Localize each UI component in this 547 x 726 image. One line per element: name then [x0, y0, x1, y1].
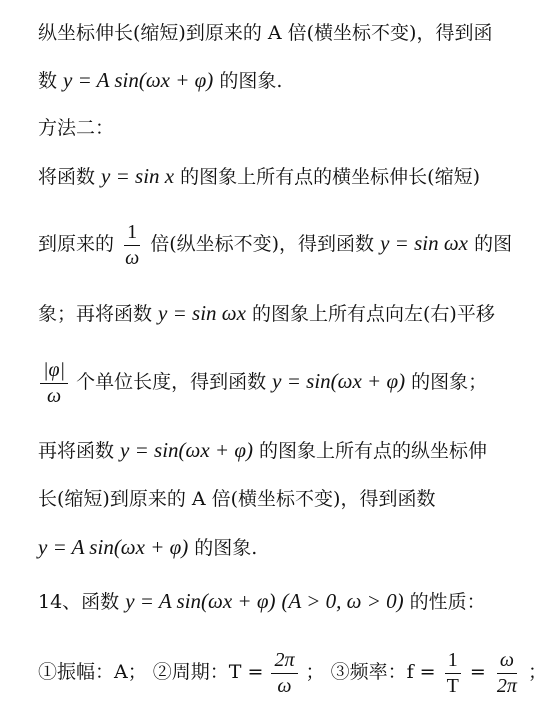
- line-4-text-after: 的图象上所有点的横坐标伸长(缩短): [180, 166, 480, 188]
- line-11-text-before: 14、函数: [38, 591, 126, 613]
- line-2-text-after: 的图象.: [219, 70, 283, 92]
- line-5-formula: y = sin ωx: [380, 231, 469, 255]
- text-line-6: [38, 297, 497, 329]
- text-line-5: [38, 214, 513, 272]
- line-7-text-before: 个单位长度，得到函数: [76, 371, 273, 393]
- line-11-text-after: 的性质：: [409, 591, 486, 613]
- method-heading: [38, 112, 497, 144]
- text-line-2: [38, 64, 497, 96]
- period-separator: ；: [305, 661, 325, 683]
- line-end-semicolon: ；: [527, 661, 547, 683]
- text-line-9: [38, 483, 497, 515]
- frequency-equals: =: [469, 661, 486, 683]
- line-5-text-before: 到原来的: [38, 233, 115, 255]
- line-6-text-before: 象；再将函数: [38, 303, 159, 325]
- text-line-11: [38, 585, 497, 617]
- frequency-denominator-1: T: [446, 674, 459, 697]
- frequency-numerator-1: 1: [445, 650, 461, 674]
- period-item-label: ②周期：T =: [152, 661, 264, 683]
- line-2-formula: y = A sin(ωx + φ): [63, 68, 214, 92]
- line-6-text-after: 的图象上所有点向左(右)平移: [252, 303, 495, 325]
- fraction-numerator: 1: [124, 222, 140, 246]
- fraction-abs-phi-over-omega: [40, 360, 68, 407]
- frequency-numerator-2: ω: [497, 650, 517, 674]
- line-4-text-before: 将函数: [38, 166, 102, 188]
- frequency-item-label: ③频率：f =: [330, 661, 436, 683]
- frequency-fraction-1: [444, 650, 462, 697]
- period-numerator: 2π: [271, 650, 297, 674]
- line-8-formula: y = sin(ωx + φ): [120, 438, 253, 462]
- text-line-4: [38, 160, 497, 192]
- line-4-formula: y = sin x: [101, 164, 175, 188]
- fraction-denominator: ω: [46, 384, 62, 407]
- period-fraction: [271, 650, 297, 697]
- line-1-text: 纵坐标伸长(缩短)到原来的 A 倍(横坐标不变)，得到函: [38, 22, 493, 44]
- text-line-7: [38, 352, 497, 410]
- line-7-text-after: 的图象；: [411, 371, 488, 393]
- text-line-8: [38, 434, 497, 466]
- line-5-text-mid: 倍(纵坐标不变)，得到函数: [150, 233, 381, 255]
- line-6-formula: y = sin ωx: [158, 301, 246, 325]
- line-9-text: 长(缩短)到原来的 A 倍(横坐标不变)，得到函数: [38, 488, 436, 510]
- method-heading-text: 方法二：: [38, 117, 115, 139]
- frequency-fraction-2: [494, 650, 520, 697]
- line-7-formula: y = sin(ωx + φ): [272, 369, 406, 393]
- text-line-1: [38, 17, 497, 49]
- line-2-text-before: 数: [38, 70, 64, 92]
- line-11-formula: y = A sin(ωx + φ): [125, 589, 276, 613]
- fraction-numerator: |φ|: [40, 360, 68, 384]
- frequency-denominator-2: 2π: [496, 674, 517, 697]
- line-5-text-after: 的图: [474, 233, 513, 255]
- amplitude-item: ①振幅：A；: [38, 661, 147, 683]
- line-10-formula: y = A sin(ωx + φ): [38, 535, 189, 559]
- line-8-text-before: 再将函数: [38, 440, 121, 462]
- line-11-condition: (A > 0, ω > 0): [281, 589, 404, 613]
- text-line-10: [38, 531, 497, 563]
- fraction-one-over-omega: [122, 222, 142, 269]
- line-10-text-after: 的图象.: [194, 537, 258, 559]
- fraction-denominator: ω: [125, 246, 140, 269]
- line-8-text-after: 的图象上所有点的纵坐标伸: [259, 440, 488, 462]
- period-denominator: ω: [277, 674, 292, 697]
